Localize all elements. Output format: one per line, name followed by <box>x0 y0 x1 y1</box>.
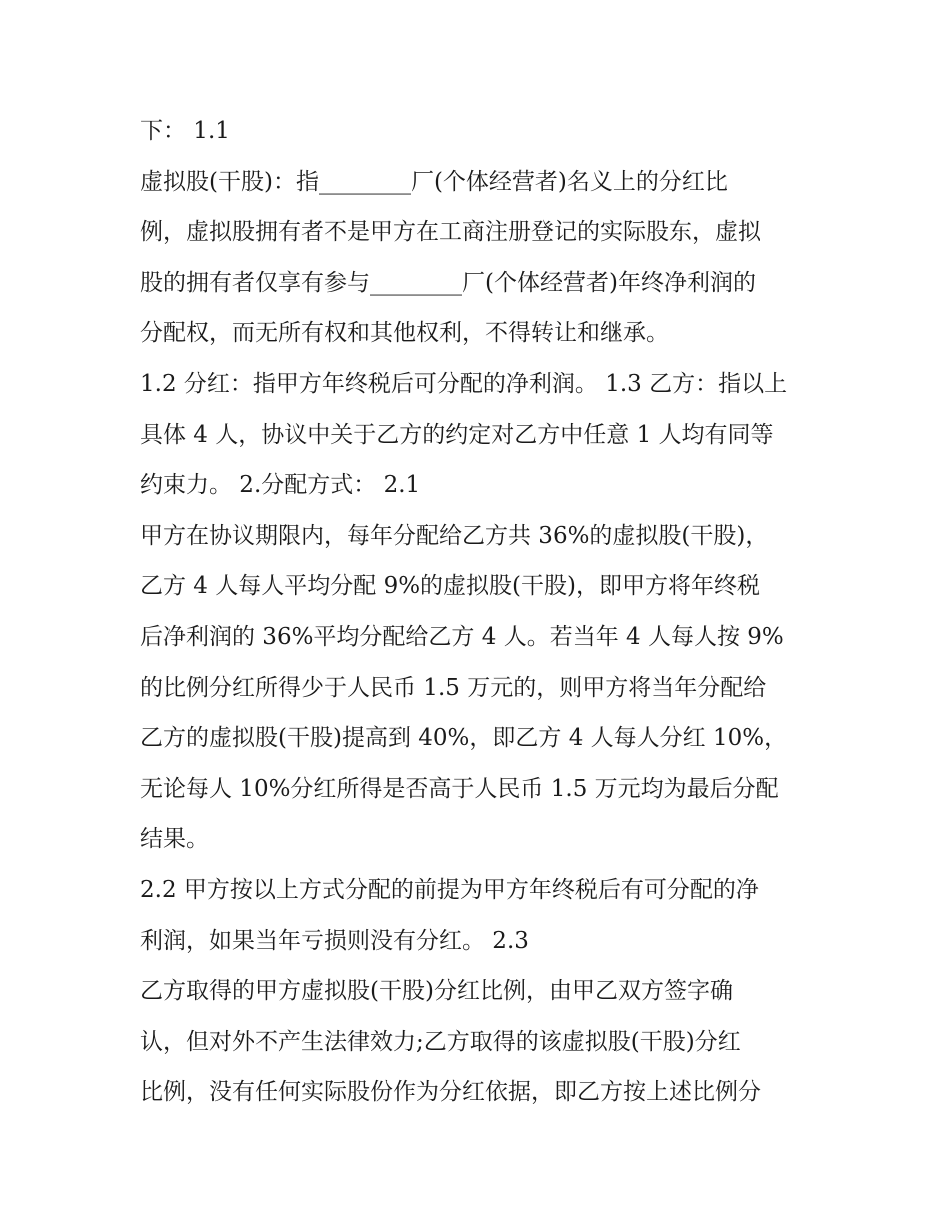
text-line: 甲方在协议期限内，每年分配给乙方共 36%的虚拟股(干股)， <box>140 522 769 549</box>
text-line: 约束力。 2.分配方式： 2.1 <box>140 472 421 499</box>
text-line: 例，虚拟股拥有者不是甲方在工商注册登记的实际股东，虚拟 <box>140 219 761 246</box>
text-line: 乙方 4 人每人平均分配 9%的虚拟股(干股)，即甲方将年终税 <box>140 573 761 600</box>
text-line: 无论每人 10%分红所得是否高于人民币 1.5 万元均为最后分配 <box>140 775 779 802</box>
text-line: 乙方取得的甲方虚拟股(干股)分红比例，由甲乙双方签字确 <box>140 978 733 1005</box>
text-line: 乙方的虚拟股(干股)提高到 40%，即乙方 4 人每人分红 10%， <box>140 725 788 752</box>
text-line: 利润，如果当年亏损则没有分红。 2.3 <box>140 927 529 954</box>
document-body <box>140 106 830 1118</box>
text-line: 股的拥有者仅享有参与________厂(个体经营者)年终净利润的 <box>140 269 756 296</box>
text-line: 的比例分红所得少于人民币 1.5 万元的，则甲方将当年分配给 <box>140 674 767 701</box>
text-line: 后净利润的 36%平均分配给乙方 4 人。若当年 4 人每人按 9% <box>140 623 784 650</box>
text-line: 具体 4 人，协议中关于乙方的约定对乙方中任意 1 人均有同等 <box>140 421 774 448</box>
text-line: 结果。 <box>140 826 209 853</box>
text-line: 1.2 分红：指甲方年终税后可分配的净利润。 1.3 乙方：指以上 <box>140 370 788 397</box>
text-line: 下： 1.1 <box>140 118 230 144</box>
text-line: 分配权，而无所有权和其他权利，不得转让和继承。 <box>140 320 669 347</box>
text-line: 认，但对外不产生法律效力;乙方取得的该虚拟股(干股)分红 <box>140 1028 741 1055</box>
text-line: 2.2 甲方按以上方式分配的前提为甲方年终税后有可分配的净 <box>140 876 759 903</box>
text-line: 比例，没有任何实际股份作为分红依据，即乙方按上述比例分 <box>140 1079 761 1106</box>
text-line: 虚拟股(干股)：指________厂(个体经营者)名义上的分红比 <box>140 168 728 195</box>
